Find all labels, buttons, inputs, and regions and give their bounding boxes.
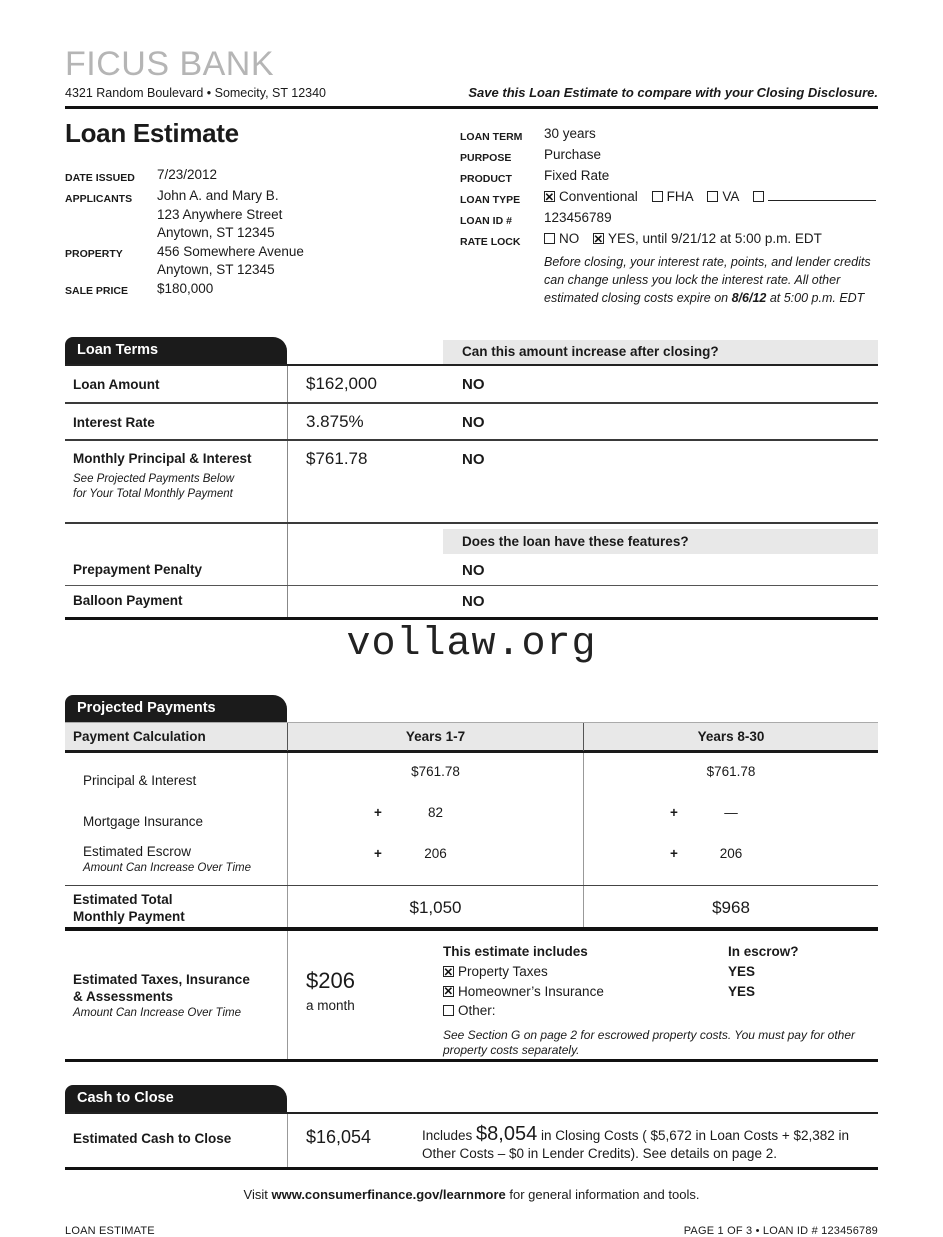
table-row <box>65 799 878 837</box>
escrow-answer: YES <box>728 964 756 979</box>
row-value: $761.78 <box>287 753 583 799</box>
row-label: Estimated Taxes, Insurance & Assessments Amount Can Increase Over Time <box>65 931 287 1059</box>
cash-to-close-table <box>65 1112 878 1170</box>
row-sublabel: Amount Can Increase Over Time <box>73 1007 241 1019</box>
row-value: $16,054 <box>287 1114 420 1167</box>
row-value: 3.875% <box>287 404 443 439</box>
checkbox-unchecked-icon <box>443 1005 454 1016</box>
table-row <box>65 837 878 885</box>
projected-payments-table <box>65 750 878 1062</box>
consumerfinance-link[interactable]: www.consumerfinance.gov/learnmore <box>271 1187 506 1202</box>
in-escrow-header: In escrow? <box>728 944 799 959</box>
loan-id-row <box>460 209 878 230</box>
escrow-answer: YES <box>728 983 756 999</box>
bank-address: 4321 Random Boulevard • Somecity, ST 12340 <box>65 86 327 100</box>
plus-sign: + <box>374 805 382 820</box>
checkbox-checked-icon <box>443 966 454 977</box>
features-question-header: Does the loan have these features? <box>443 529 878 554</box>
list-item: ✕Property Taxes <box>443 962 728 982</box>
date-issued-value: 7/23/2012 <box>157 167 218 182</box>
list-item: Other: <box>443 1001 728 1021</box>
rate-lock-label: RATE LOCK <box>460 235 521 248</box>
projected-payments-section <box>65 695 878 1062</box>
increase-question-header: Can this amount increase after closing? <box>443 340 878 364</box>
cash-to-close-section <box>65 1085 878 1170</box>
applicant-info-block <box>65 118 460 307</box>
checkbox-unchecked-icon <box>544 233 555 244</box>
date-issued-label: DATE ISSUED <box>65 171 135 184</box>
property-row <box>65 243 460 280</box>
product-label: PRODUCT <box>460 172 512 185</box>
property-value: 456 Somewhere Avenue Anytown, ST 12345 <box>157 243 304 277</box>
projected-payments-tab: Projected Payments <box>65 695 287 722</box>
row-label: Estimated Escrow Amount Can Increase Over Time <box>65 837 287 885</box>
bank-logo-text: FICUS BANK <box>65 45 275 83</box>
column-header: Years 1-7 <box>287 723 583 751</box>
row-label: Mortgage Insurance <box>83 814 204 829</box>
cash-to-close-tab: Cash to Close <box>65 1085 287 1112</box>
product-value: Fixed Rate <box>544 168 610 183</box>
purpose-row <box>460 146 878 167</box>
payment-calculation-header-row <box>65 722 878 750</box>
row-label: Balloon Payment <box>73 593 183 608</box>
checkbox-unchecked-icon <box>753 191 764 202</box>
blank-fill-line <box>768 189 876 201</box>
save-note: Save this Loan Estimate to compare with your Closing Disclosure. <box>468 85 878 100</box>
header-divider <box>65 106 878 109</box>
checkbox-checked-icon <box>593 233 604 244</box>
checkbox-unchecked-icon <box>652 191 663 202</box>
row-answer: NO <box>462 414 485 431</box>
row-value: $162,000 <box>287 366 443 402</box>
row-label: Prepayment Penalty <box>73 562 203 577</box>
row-value: + — <box>583 799 878 837</box>
row-sublabel: See Projected Payments Below for Your Total Monthly Payment <box>73 473 235 500</box>
row-value: + 82 <box>287 799 583 837</box>
sale-price-value: $180,000 <box>157 280 214 296</box>
features-header-row <box>65 524 878 554</box>
row-description: Includes $8,054 in Closing Costs ( $5,672 in Loan Costs + $2,382 in Other Costs – $0 in Lender Credits). See details on page 2. <box>422 1123 850 1161</box>
plus-sign: + <box>670 846 678 861</box>
rate-lock-row <box>460 230 878 251</box>
loan-id-label: LOAN ID # <box>460 214 512 227</box>
purpose-label: PURPOSE <box>460 151 512 164</box>
row-label: Interest Rate <box>73 415 155 430</box>
applicants-value: John A. and Mary B. 123 Anywhere Street Anytown, ST 12345 <box>157 188 283 240</box>
loan-type-value: ✕ Conventional FHA VA <box>544 188 876 209</box>
row-label: Estimated Total Monthly Payment <box>73 892 185 924</box>
row-value: $761.78 <box>583 753 878 799</box>
header-row <box>65 85 878 100</box>
property-label: PROPERTY <box>65 248 123 260</box>
row-sublabel: Amount Can Increase Over Time <box>83 862 251 874</box>
row-label: Loan Amount <box>73 377 160 392</box>
row-label: Estimated Cash to Close <box>73 1131 232 1146</box>
section-g-note: See Section G on page 2 for escrowed property costs. You must pay for other property costs separately. <box>443 1027 856 1057</box>
checkbox-checked-icon <box>544 191 555 202</box>
sale-price-label: SALE PRICE <box>65 285 129 297</box>
table-row <box>65 441 878 524</box>
page-footer <box>65 1225 878 1237</box>
loan-type-row <box>460 188 878 209</box>
taxes-amount-period: a month <box>306 998 355 1013</box>
row-answer: NO <box>462 376 485 393</box>
table-row <box>65 554 878 586</box>
taxes-amount: $206 <box>306 968 355 993</box>
row-answer: NO <box>462 593 485 610</box>
loan-terms-section <box>65 337 878 620</box>
watermark-text: vollaw.org <box>346 622 597 667</box>
info-section <box>65 118 878 307</box>
loan-term-row <box>460 125 878 146</box>
loan-terms-table <box>65 364 878 620</box>
sale-price-row <box>65 280 460 301</box>
table-row <box>65 753 878 799</box>
loan-term-label: LOAN TERM <box>460 130 523 143</box>
table-row <box>65 366 878 404</box>
row-value: $968 <box>583 886 878 927</box>
loan-terms-header-row <box>65 337 878 364</box>
page-title: Loan Estimate <box>65 118 239 148</box>
table-row <box>65 586 878 617</box>
row-value: + 206 <box>287 837 583 885</box>
estimate-includes-cell <box>443 931 878 1059</box>
row-value: $1,050 <box>287 886 583 927</box>
plus-sign: + <box>670 805 678 820</box>
loan-id-value: 123456789 <box>544 210 612 225</box>
document-name: LOAN ESTIMATE <box>65 1225 155 1237</box>
estimated-taxes-row <box>65 931 878 1062</box>
closing-costs-amount: $8,054 <box>476 1123 538 1145</box>
purpose-value: Purchase <box>544 147 602 162</box>
loan-info-block <box>460 118 878 307</box>
applicants-row <box>65 187 460 243</box>
taxes-amount-cell <box>287 931 443 1059</box>
estimated-total-row <box>65 885 878 931</box>
table-row <box>65 404 878 441</box>
plus-sign: + <box>374 846 382 861</box>
row-label: Principal & Interest <box>83 773 197 788</box>
loan-type-label: LOAN TYPE <box>460 193 521 206</box>
loan-term-value: 30 years <box>544 126 596 141</box>
page-info: PAGE 1 OF 3 • LOAN ID # 123456789 <box>683 1225 878 1237</box>
rate-lock-note: Before closing, your interest rate, points, and lender credits can change unless you lock the interest rate. All other estimated closing costs expire on 8/6/12 at 5:00 p.m. EDT <box>544 255 871 305</box>
row-value: $761.78 <box>287 441 443 522</box>
applicants-label: APPLICANTS <box>65 192 133 205</box>
row-answer: NO <box>462 451 485 468</box>
row-value: + 206 <box>583 837 878 885</box>
column-header: Years 8-30 <box>583 723 878 751</box>
row-label: Monthly Principal & Interest See Projected Payments Below for Your Total Monthly Payment <box>65 441 287 522</box>
visit-line: Visit www.consumerfinance.gov/learnmore for general information and tools. <box>243 1187 700 1202</box>
list-item: ✕Homeowner’s Insurance <box>443 982 728 1002</box>
rate-lock-value: NO ✕ YES, until 9/21/12 at 5:00 p.m. EDT <box>544 230 822 251</box>
row-answer: NO <box>462 562 485 579</box>
checkbox-checked-icon <box>443 986 454 997</box>
includes-header: This estimate includes <box>443 944 588 959</box>
date-issued-row <box>65 166 460 187</box>
column-header: Payment Calculation <box>73 729 206 744</box>
product-row <box>460 167 878 188</box>
checkbox-unchecked-icon <box>707 191 718 202</box>
table-row <box>65 1114 878 1167</box>
loan-terms-tab: Loan Terms <box>65 337 287 364</box>
